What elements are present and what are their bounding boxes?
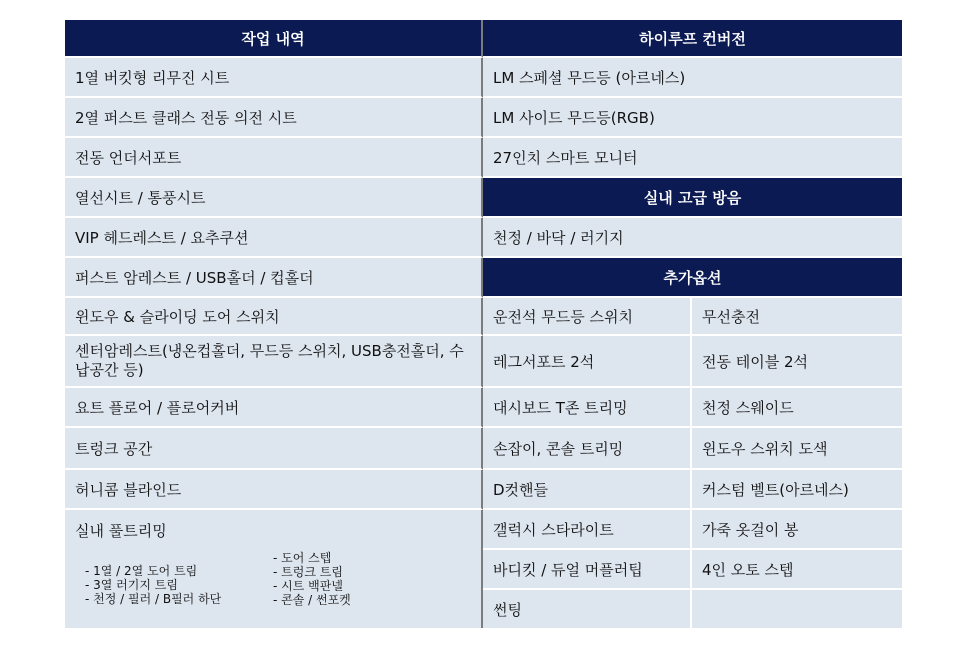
trim-detail-item: - 콘솔 / 썬포켓: [273, 593, 351, 607]
work-item: 2열 퍼스트 클래스 전동 의전 시트: [65, 98, 483, 138]
table-row: [65, 138, 902, 178]
option-item: 커스텀 벨트(아르네스): [692, 470, 902, 510]
option-item-empty: [692, 590, 902, 628]
table-row-group: [65, 510, 902, 628]
option-item: D컷핸들: [483, 470, 692, 510]
trim-detail-item: - 시트 백판넬: [273, 579, 343, 593]
table-row: [65, 178, 902, 218]
option-item: 윈도우 스위치 도색: [692, 428, 902, 470]
header-soundproofing: 실내 고급 방음: [483, 178, 902, 218]
conversion-item: LM 사이드 무드등(RGB): [483, 98, 902, 138]
trim-detail-item: - 3열 러기지 트림: [85, 578, 178, 592]
table-header-row: [65, 20, 902, 58]
options-tail: [483, 510, 902, 628]
table-row: [65, 218, 902, 258]
work-item: 허니콤 블라인드: [65, 470, 483, 510]
option-item: 레그서포트 2석: [483, 336, 692, 388]
option-item: 갤럭시 스타라이트: [483, 510, 692, 550]
work-item: 실내 풀트리밍: [75, 522, 167, 540]
option-item: 손잡이, 콘솔 트리밍: [483, 428, 692, 470]
trim-details-left: [85, 564, 221, 606]
work-item: 퍼스트 암레스트 / USB홀더 / 컵홀더: [65, 258, 483, 298]
table-row: [65, 336, 902, 388]
option-item: 바디킷 / 듀얼 머플러팁: [483, 550, 692, 590]
trim-detail-item: - 트렁크 트림: [273, 565, 343, 579]
work-item: 1열 버킷형 리무진 시트: [65, 58, 483, 98]
option-item: 운전석 무드등 스위치: [483, 298, 692, 336]
work-item: 전동 언더서포트: [65, 138, 483, 178]
header-hiroof-conversion: 하이루프 컨버전: [483, 20, 902, 58]
option-item: 썬팅: [483, 590, 692, 628]
trim-detail-item: - 1열 / 2열 도어 트림: [85, 564, 198, 578]
table-row: [65, 428, 902, 470]
work-item: 센터암레스트(냉온컵홀더, 무드등 스위치, USB충전홀더, 수납공간 등): [65, 336, 483, 388]
table-row: [65, 58, 902, 98]
interior-trimming-cell: [65, 510, 483, 628]
option-item: 가죽 옷걸이 봉: [692, 510, 902, 550]
work-item: 트렁크 공간: [65, 428, 483, 470]
table-row: [483, 590, 902, 628]
work-item: VIP 헤드레스트 / 요추쿠션: [65, 218, 483, 258]
work-item: 열선시트 / 통풍시트: [65, 178, 483, 218]
trim-details-right: [273, 551, 351, 607]
table-row: [65, 298, 902, 336]
conversion-item: 27인치 스마트 모니터: [483, 138, 902, 178]
table-row: [483, 550, 902, 590]
conversion-item: LM 스페셜 무드등 (아르네스): [483, 58, 902, 98]
option-item: 무선충전: [692, 298, 902, 336]
work-item: 윈도우 & 슬라이딩 도어 스위치: [65, 298, 483, 336]
work-table: [65, 20, 902, 628]
soundproof-item: 천정 / 바닥 / 러기지: [483, 218, 902, 258]
table-row: [483, 510, 902, 550]
table-row: [65, 258, 902, 298]
option-item: 천정 스웨이드: [692, 388, 902, 428]
table-row: [65, 388, 902, 428]
table-row: [65, 98, 902, 138]
trim-detail-item: - 천정 / 필러 / B필러 하단: [85, 592, 222, 606]
trim-detail-item: - 도어 스텝: [273, 551, 332, 565]
option-item: 전동 테이블 2석: [692, 336, 902, 388]
header-work-details: 작업 내역: [65, 20, 483, 58]
table-row: [65, 470, 902, 510]
header-additional-options: 추가옵션: [483, 258, 902, 298]
work-item: 요트 플로어 / 플로어커버: [65, 388, 483, 428]
option-item: 대시보드 T존 트리밍: [483, 388, 692, 428]
option-item: 4인 오토 스텝: [692, 550, 902, 590]
